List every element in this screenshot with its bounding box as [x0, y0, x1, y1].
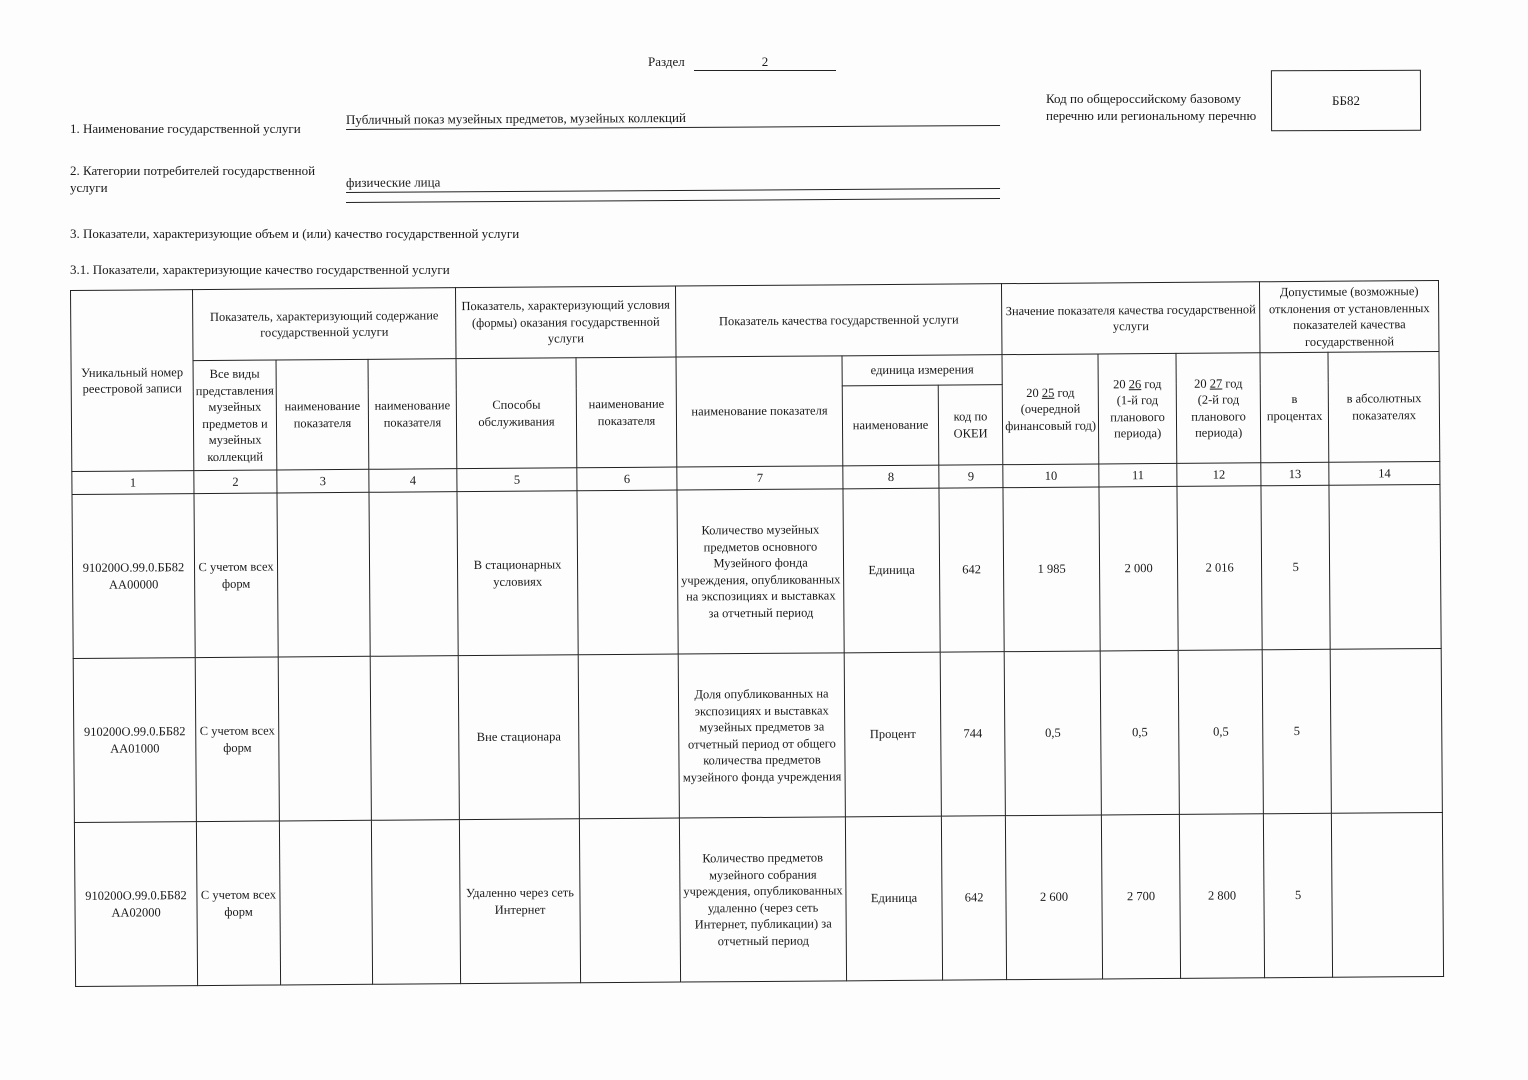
- value-2025-cell: 2 600: [1005, 815, 1102, 980]
- header-all-types: Все виды представления музейных предметов и музейных коллекций: [193, 360, 277, 471]
- value-2026-cell: 2 000: [1099, 486, 1178, 651]
- content-col4-cell: [370, 656, 459, 821]
- consumers-label: 2. Категории потребителей государственной услуги: [70, 163, 316, 195]
- indicator-name-cell: Количество предметов музейного собрания учреждения, опубликованных удаленно (через сеть Интернет, публикации) за отчетный период: [679, 817, 846, 982]
- year-suffix: год: [1144, 376, 1162, 391]
- header-conditions-col2: наименование показателя: [576, 357, 677, 468]
- value-2025-cell: 1 985: [1003, 487, 1100, 652]
- service-method-cell: В стационарных условиях: [457, 491, 578, 656]
- unique-number-cell: 910200О.99.0.ББ82 АА00000: [72, 494, 195, 659]
- unit-name-cell: Процент: [844, 652, 941, 817]
- conditions-col6-cell: [578, 654, 679, 819]
- deviation-abs-cell: [1329, 484, 1441, 649]
- year-value: 26: [1128, 376, 1142, 391]
- consumers-field: [346, 171, 1000, 193]
- service-name-label: 1. Наименование государственной услуги: [70, 121, 301, 136]
- deviation-abs-cell: [1330, 648, 1442, 813]
- year-note: (2-й год планового периода): [1191, 392, 1246, 440]
- quality-indicators-table: [70, 280, 1444, 987]
- all-types-cell: С учетом всех форм: [195, 657, 279, 822]
- column-number: 6: [577, 467, 677, 491]
- year-value: 27: [1209, 376, 1223, 391]
- header-conditions-group: Показатель, характеризующий условия (формы) оказания государственной услуги: [456, 286, 677, 359]
- section-label: Раздел: [648, 54, 685, 69]
- column-number: 11: [1099, 463, 1177, 487]
- table-row: [73, 648, 1442, 822]
- header-content-group: Показатель, характеризующий содержание государственной услуги: [193, 288, 457, 361]
- column-number: 5: [457, 468, 577, 492]
- header-unit-code: код по ОКЕИ: [938, 385, 1003, 465]
- header-deviation-pct: в процентах: [1260, 352, 1329, 462]
- value-2025-cell: 0,5: [1004, 651, 1101, 816]
- header-deviation-abs: в абсолютных показателях: [1328, 351, 1440, 462]
- service-name-value: Публичный показ музейных предметов, музейных коллекций: [345, 109, 686, 127]
- header-quality-group: Показатель качества государственной услуги: [676, 284, 1003, 357]
- column-number: 4: [369, 469, 457, 493]
- value-2027-cell: 2 800: [1179, 814, 1264, 979]
- value-2026-cell: 0,5: [1100, 650, 1179, 815]
- header-unique-number: Уникальный номер реестровой записи: [71, 290, 194, 472]
- header-indicator-name: наименование показателя: [676, 356, 843, 467]
- quality-indicators-table-wrap: [70, 280, 1443, 987]
- deviation-abs-cell: [1331, 812, 1443, 977]
- column-number: 12: [1177, 463, 1261, 487]
- header-year-2027: [1176, 353, 1261, 464]
- content-col3-cell: [277, 492, 370, 657]
- deviation-pct-cell: 5: [1263, 813, 1332, 977]
- column-number: 2: [194, 470, 277, 494]
- column-number: 9: [939, 465, 1003, 488]
- indicator-name-cell: Количество музейных предметов основного Музейного фонда учреждения, опубликованных на экспозициях и выставках за отчетный период: [677, 489, 844, 654]
- year-value: 25: [1041, 385, 1055, 400]
- unit-name-cell: Единица: [845, 816, 942, 981]
- table-row: [74, 812, 1443, 986]
- header-deviation-group: Допустимые (возможные) отклонения от установленных показателей качества государственной: [1260, 280, 1440, 352]
- deviation-pct-cell: 5: [1262, 649, 1331, 813]
- header-unit-name: наименование: [842, 385, 939, 466]
- header-value-group: Значение показателя качества государственной услуги: [1002, 282, 1261, 355]
- section-title: [648, 54, 836, 71]
- service-method-cell: Вне стационара: [458, 655, 579, 820]
- all-types-cell: С учетом всех форм: [194, 493, 278, 658]
- column-number: 13: [1261, 462, 1329, 485]
- consumers-extra-line: [346, 197, 1000, 203]
- header-year-2025: [1002, 354, 1099, 465]
- column-number: 1: [72, 471, 194, 495]
- year-suffix: год: [1225, 375, 1243, 391]
- okei-code-cell: 642: [941, 816, 1006, 980]
- conditions-col6-cell: [577, 490, 678, 655]
- value-2027-cell: 0,5: [1178, 650, 1263, 815]
- consumers-value: физические лица: [345, 174, 441, 190]
- heading-quality-indicators: 3.1. Показатели, характеризующие качество государственной услуги: [70, 262, 450, 277]
- header-service-method: Способы обслуживания: [456, 358, 577, 469]
- header-content-col3: наименование показателя: [368, 359, 457, 470]
- column-number: 8: [843, 465, 939, 489]
- unique-number-cell: 910200О.99.0.ББ82 АА01000: [73, 658, 196, 823]
- year-note: (очередной финансовый год): [1005, 401, 1097, 433]
- okei-code-cell: 744: [940, 652, 1005, 816]
- service-name-field: [346, 108, 1000, 130]
- content-col3-cell: [279, 820, 372, 985]
- year-note: (1-й год планового периода): [1110, 393, 1165, 441]
- header-unit-group: единица измерения: [842, 355, 1002, 386]
- header-content-col2: наименование показателя: [276, 359, 369, 470]
- column-number: 14: [1329, 461, 1440, 485]
- deviation-pct-cell: 5: [1261, 485, 1330, 649]
- column-number: 7: [677, 466, 843, 490]
- base-list-code-value: ББ82: [1332, 92, 1360, 108]
- content-col3-cell: [278, 656, 371, 821]
- base-list-code-box: [1271, 70, 1421, 132]
- year-suffix: год: [1057, 385, 1075, 400]
- content-col4-cell: [369, 492, 458, 657]
- service-method-cell: Удаленно через сеть Интернет: [459, 819, 580, 984]
- unique-number-cell: 910200О.99.0.ББ82 АА02000: [74, 822, 197, 987]
- heading-indicators: 3. Показатели, характеризующие объем и (или) качество государственной услуги: [70, 226, 520, 241]
- header-year-2026: [1098, 353, 1177, 464]
- column-number: 3: [277, 469, 369, 493]
- section-number: 2: [694, 54, 836, 71]
- base-list-code-label: Код по общероссийскому базовому перечню или региональному перечню: [1046, 91, 1257, 123]
- year-prefix: 20: [1026, 385, 1039, 400]
- table-row: [72, 484, 1441, 658]
- unit-name-cell: Единица: [843, 488, 940, 653]
- value-2027-cell: 2 016: [1177, 486, 1262, 651]
- content-col4-cell: [371, 820, 460, 985]
- indicator-name-cell: Доля опубликованных на экспозициях и выставках музейных предметов за отчетный период от общего количества предметов музейного фонда учреждения: [678, 653, 845, 818]
- year-prefix: 20: [1113, 376, 1126, 391]
- column-number: 10: [1003, 464, 1099, 488]
- okei-code-cell: 642: [939, 488, 1004, 652]
- all-types-cell: С учетом всех форм: [196, 821, 280, 986]
- year-prefix: 20: [1194, 376, 1207, 391]
- value-2026-cell: 2 700: [1101, 814, 1180, 979]
- conditions-col6-cell: [579, 818, 680, 983]
